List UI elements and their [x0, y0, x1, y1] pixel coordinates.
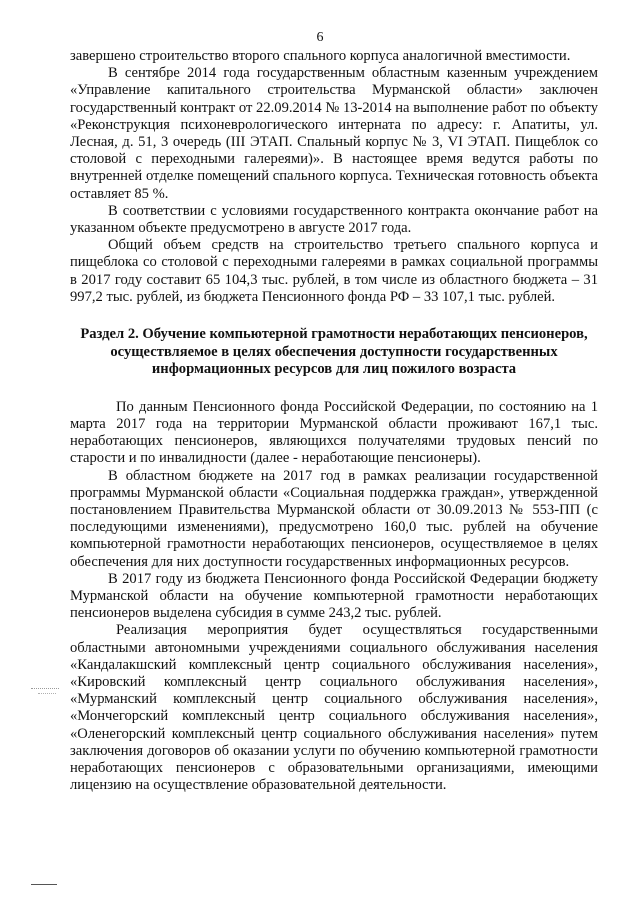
paragraph-regional-budget: В областном бюджете на 2017 год в рамках реализации государственной программы Мурманской области «Социальная поддержка граждан», утвержденной постановлением Правительства Мурманской области от 30.09.2013 № 553-ПП (с последующими изменениями), предусмотрено 160,0 тыс. рублей на обучение компьютерной грамотности неработающих пенсионеров, осуществляемое в целях обеспечения для них доступности государственных информационных ресурсов. [70, 467, 598, 570]
scan-mark-secondary [38, 693, 56, 696]
paragraph-implementation: Реализация мероприятия будет осуществляться государственными областными автономными учреждениями социального обслуживания населения «Кандалакшский комплексный центр социального обслуживания населения», «Кировский комплексный центр социального обслуживания населения», «Мурманский комплексный центр социального обслуживания населения», «Мончегорский комплексный центр социального обслуживания населения», «Оленегорский комплексный центр социального обслуживания населения» путем заключения договоров об оказании услуги по обучению компьютерной грамотности неработающих пенсионеров с образовательными организациями, имеющими лицензию на осуществление образовательной деятельности. [70, 622, 598, 794]
document-body [70, 48, 598, 795]
paragraph-funding: Общий объем средств на строительство третьего спального корпуса и пищеблока со столовой с переходными галереями в рамках социальной программы в 2017 году составит 65 104,3 тыс. рублей, в том числе из областного бюджета – 31 997,2 тыс. рублей, из бюджета Пенсионного фонда РФ – 33 107,1 тыс. рублей. [70, 237, 598, 305]
footer-rule [31, 884, 57, 885]
page-number: 6 [316, 30, 324, 45]
section-heading: Раздел 2. Обучение компьютерной грамотности неработающих пенсионеров, осуществляемое в целях обеспечения доступности государственных информационных ресурсов для лиц пожилого возраста [80, 326, 588, 378]
paragraph-continuation: завершено строительство второго спального корпуса аналогичной вместимости. [70, 48, 571, 64]
paragraph-deadline: В соответствии с условиями государственного контракта окончание работ на указанном объекте предусмотрено в августе 2017 года. [70, 202, 598, 237]
paragraph-pensioners-count: По данным Пенсионного фонда Российской Федерации, по состоянию на 1 марта 2017 года на территории Мурманской области проживают 167,1 тыс. неработающих пенсионеров, являющихся получателями трудовых пенсий по старости и по инвалидности (далее - неработающие пенсионеры). [70, 398, 598, 467]
paragraph-contract: В сентябре 2014 года государственным областным казенным учреждением «Управление капитального строительства Мурманской области» заключен государственный контракт от 22.09.2014 № 13-2014 на выполнение работ по объекту «Реконструкция психоневрологического интерната по адресу: г. Апатиты, ул. Лесная, д. 51, 3 очередь (III ЭТАП. Спальный корпус № 3, VI ЭТАП. Пищеблок со столовой с переходными галереями)». В настоящее время ведутся работы по внутренней отделке помещений спального корпуса. Техническая готовность объекта оставляет 85 %. [70, 65, 598, 202]
paragraph-pension-fund-subsidy: В 2017 году из бюджета Пенсионного фонда Российской Федерации бюджету Мурманской области на обучение компьютерной грамотности неработающих пенсионеров выделена субсидия в сумме 243,2 тыс. рублей. [70, 570, 598, 622]
